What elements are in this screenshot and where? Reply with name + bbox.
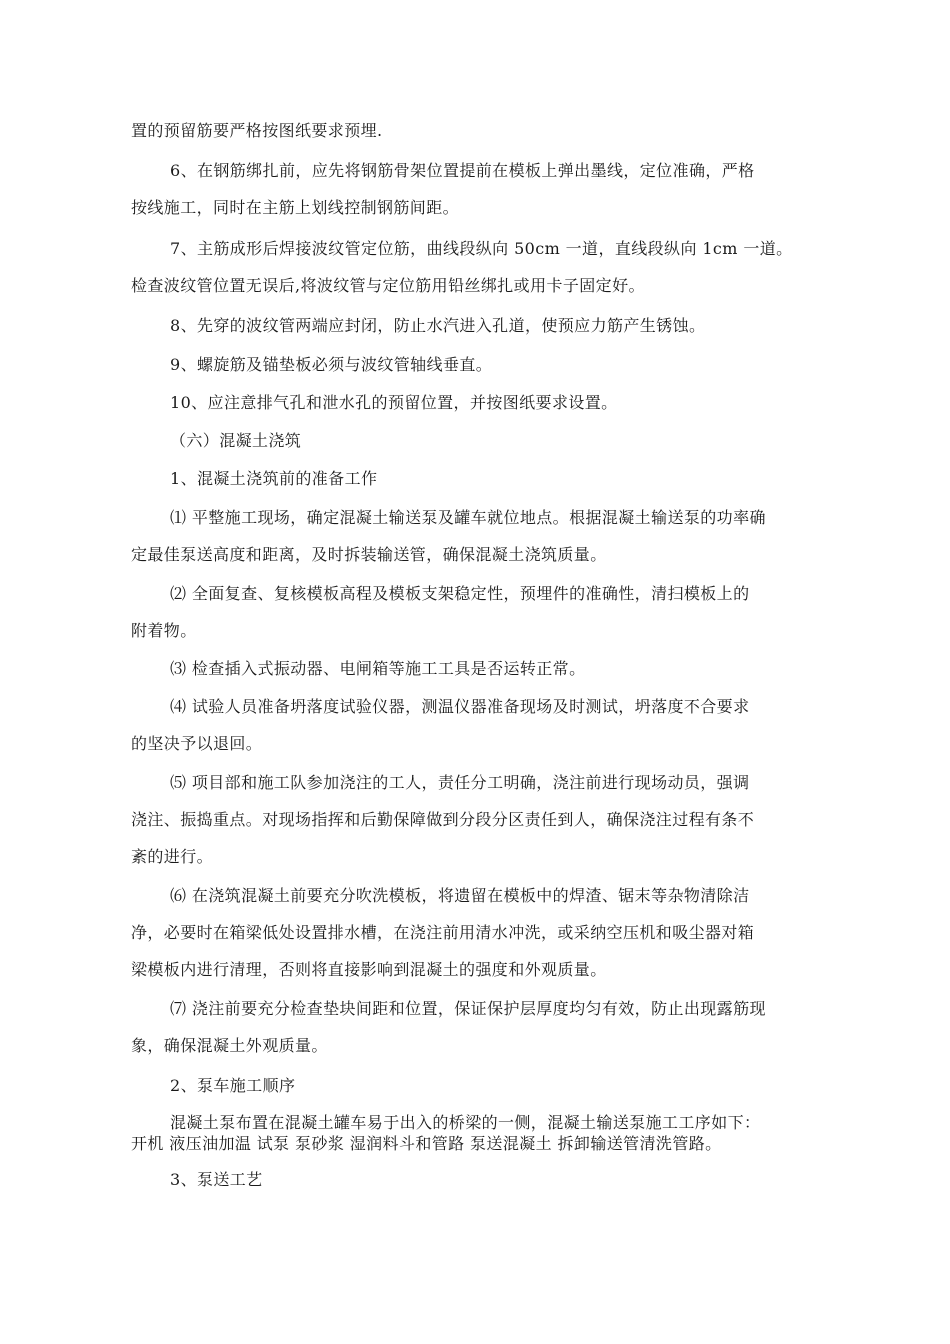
text-line: 附着物。 — [131, 621, 197, 640]
paragraph-sub-3 — [170, 650, 828, 687]
subsection-heading — [170, 1161, 828, 1198]
paragraph-sub-2 — [131, 575, 828, 649]
text-line: 检查波纹管位置无误后,将波纹管与定位筋用铅丝绑扎或用卡子固定好。 — [131, 276, 645, 295]
paragraph-continuation — [131, 112, 828, 149]
text-line: 浇注、振捣重点。对现场指挥和后勤保障做到分段分区责任到人，确保浇注过程有条不 — [131, 810, 755, 829]
heading-text: 3、泵送工艺 — [170, 1170, 263, 1189]
paragraph-item-10 — [170, 384, 828, 421]
text-line: 10、应注意排气孔和泄水孔的预留位置，并按图纸要求设置。 — [170, 393, 618, 412]
paragraph-item-9 — [170, 346, 828, 383]
heading-text: 1、混凝土浇筑前的准备工作 — [170, 469, 378, 488]
text-line: 紊的进行。 — [131, 847, 214, 866]
subsection-heading — [170, 460, 828, 497]
text-line: 混凝土泵布置在混凝土罐车易于出入的桥梁的一侧，混凝土输送泵施工工序如下： — [170, 1113, 761, 1132]
paragraph-item-6 — [131, 152, 828, 226]
text-line: 8、先穿的波纹管两端应封闭，防止水汽进入孔道，使预应力筋产生锈蚀。 — [170, 316, 706, 335]
text-line: 6、在钢筋绑扎前，应先将钢筋骨架位置提前在模板上弹出墨线，定位准确，严格 — [170, 161, 755, 180]
paragraph-sub-5 — [131, 764, 828, 875]
text-line: 定最佳泵送高度和距离，及时拆装输送管，确保混凝土浇筑质量。 — [131, 545, 607, 564]
text-line: ⑹ 在浇筑混凝土前要充分吹洗模板，将遗留在模板中的焊渣、锯末等杂物清除洁 — [170, 886, 750, 905]
heading-text: 2、泵车施工顺序 — [170, 1076, 296, 1095]
paragraph-item-8 — [170, 307, 828, 344]
paragraph-sub-7 — [131, 990, 828, 1064]
text-line: 开机 液压油加温 试泵 泵砂浆 湿润料斗和管路 泵送混凝土 拆卸输送管清洗管路。 — [131, 1134, 722, 1153]
text-line: 梁模板内进行清理，否则将直接影响到混凝土的强度和外观质量。 — [131, 960, 607, 979]
section-heading — [170, 422, 828, 459]
text-line: ⑶ 检查插入式振动器、电闸箱等施工工具是否运转正常。 — [170, 659, 586, 678]
paragraph-pump-order — [131, 1112, 828, 1154]
text-line: 象，确保混凝土外观质量。 — [131, 1036, 328, 1055]
text-line: 的坚决予以退回。 — [131, 734, 263, 753]
text-line: 净，必要时在箱梁低处设置排水槽，在浇注前用清水冲洗，或采纳空压机和吸尘器对箱 — [131, 923, 755, 942]
text-line: 7、主筋成形后焊接波纹管定位筋，曲线段纵向 50cm 一道，直线段纵向 1cm 一道。 — [170, 239, 793, 258]
subsection-heading — [170, 1067, 828, 1104]
paragraph-sub-1 — [131, 499, 828, 573]
text-line: ⑵ 全面复查、复核模板高程及模板支架稳定性，预埋件的准确性，清扫模板上的 — [170, 584, 750, 603]
heading-text: （六）混凝土浇筑 — [170, 431, 302, 450]
paragraph-item-7 — [131, 230, 828, 304]
text-line: ⑷ 试验人员准备坍落度试验仪器，测温仪器准备现场及时测试，坍落度不合要求 — [170, 697, 750, 716]
text-line: ⑺ 浇注前要充分检查垫块间距和位置，保证保护层厚度均匀有效，防止出现露筋现 — [170, 999, 766, 1018]
text-line: ⑸ 项目部和施工队参加浇注的工人，责任分工明确，浇注前进行现场动员，强调 — [170, 773, 750, 792]
text-line: 置的预留筋要严格按图纸要求预埋. — [131, 121, 383, 140]
text-line: ⑴ 平整施工现场，确定混凝土输送泵及罐车就位地点。根据混凝土输送泵的功率确 — [170, 508, 766, 527]
text-line: 按线施工，同时在主筋上划线控制钢筋间距。 — [131, 198, 460, 217]
paragraph-sub-6 — [131, 877, 828, 988]
text-line: 9、螺旋筋及锚垫板必须与波纹管轴线垂直。 — [170, 355, 493, 374]
paragraph-sub-4 — [131, 688, 828, 762]
